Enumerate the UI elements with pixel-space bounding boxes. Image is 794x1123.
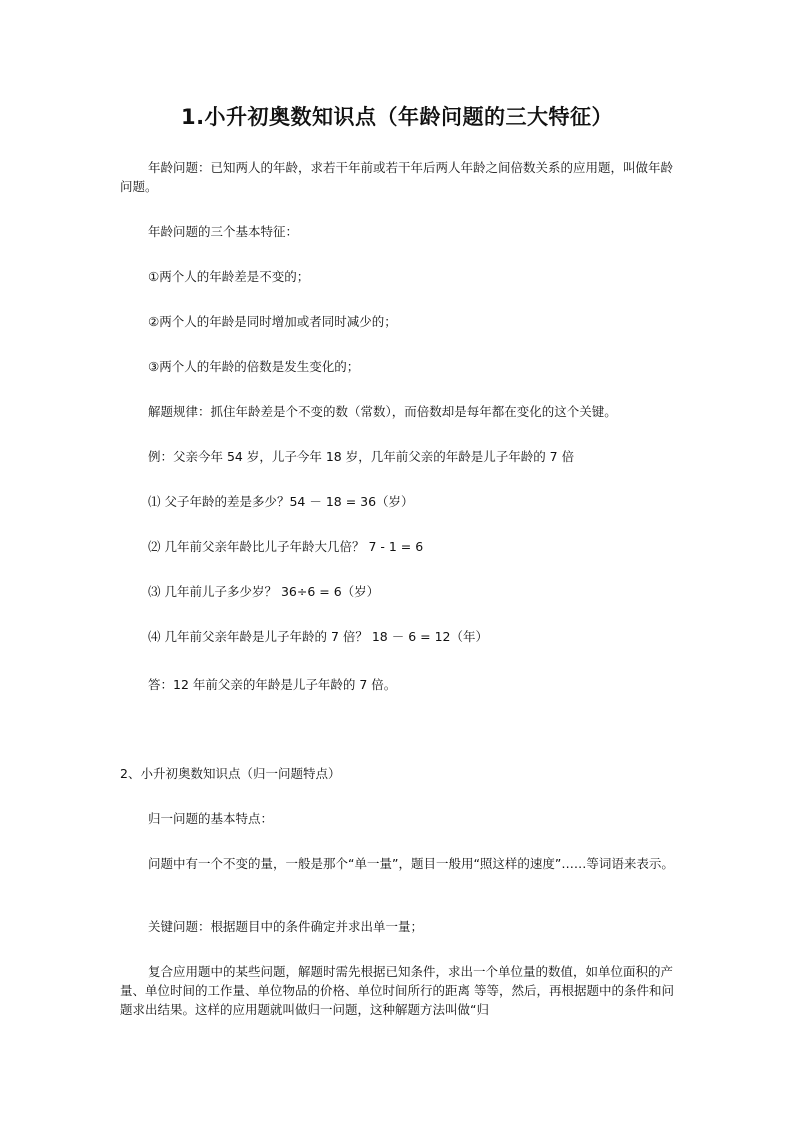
example-step-2: ⑵ 几年前父亲年龄比儿子年龄大几倍？ 7 - 1 = 6: [148, 539, 424, 554]
page-title: 1.小升初奥数知识点（年龄问题的三大特征）: [180, 105, 614, 129]
feature-item-3: ③两个人的年龄的倍数是发生变化的；: [148, 359, 360, 374]
section-2-heading: 2、小升初奥数知识点（归一问题特点）: [120, 766, 341, 781]
example-step-1: ⑴ 父子年龄的差是多少？54 － 18 = 36（岁）: [148, 494, 414, 509]
feature-item-2: ②两个人的年龄是同时增加或者同时减少的；: [148, 314, 397, 329]
unit-problem-feature-paragraph: 问题中有一个不变的量，一般是那个“单一量”，题目一般用“照这样的速度”……等词语来表示。: [148, 856, 674, 871]
example-answer: 答：12 年前父亲的年龄是儿子年龄的 7 倍。: [148, 677, 397, 692]
unit-problem-features-heading: 归一问题的基本特点：: [148, 811, 274, 826]
compound-problem-paragraph: 复合应用题中的某些问题，解题时需先根据已知条件，求出一个单位量的数值，如单位面积的产量、单位时间的工作量、单位物品的价格、单位时间所行的距离 等等，然后，再根据题中的条件和问题求出结果。这样的应用题就叫做归一问题，这种解题方法叫做“归: [120, 964, 674, 1017]
features-heading: 年龄问题的三个基本特征：: [148, 224, 299, 239]
definition-paragraph: 年龄问题：已知两人的年龄，求若干年前或若干年后两人年龄之间倍数关系的应用题，叫做年龄问题。: [120, 160, 674, 194]
example-step-3: ⑶ 几年前儿子多少岁？ 36÷6 = 6（岁）: [148, 584, 380, 599]
key-question-paragraph: 关键问题：根据题目中的条件确定并求出单一量；: [148, 919, 424, 934]
example-step-4: ⑷ 几年前父亲年龄是儿子年龄的 7 倍？ 18 － 6 = 12（年）: [148, 629, 488, 644]
feature-item-1: ①两个人的年龄差是不变的；: [148, 269, 310, 284]
example-paragraph: 例：父亲今年 54 岁，儿子今年 18 岁，几年前父亲的年龄是儿子年龄的 7 倍: [148, 449, 575, 464]
solving-rule-paragraph: 解题规律：抓住年龄差是个不变的数（常数），而倍数却是每年都在变化的这个关键。: [148, 404, 617, 419]
